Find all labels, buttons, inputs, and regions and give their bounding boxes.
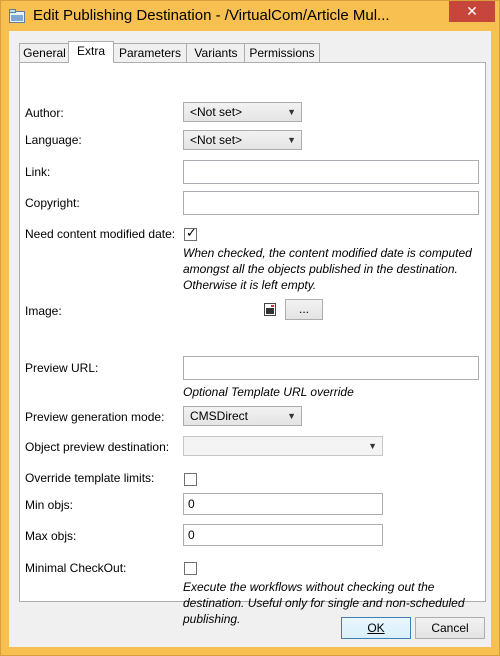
window-title: Edit Publishing Destination - /VirtualCom/Article Mul... xyxy=(33,7,390,24)
image-label: Image: xyxy=(25,304,62,318)
tab-permissions[interactable]: Permissions xyxy=(244,43,320,62)
ok-button[interactable] xyxy=(341,617,411,639)
window-folder-icon xyxy=(9,9,25,23)
author-select[interactable] xyxy=(183,102,302,122)
need-modified-date-label: Need content modified date: xyxy=(25,227,176,241)
preview-url-input[interactable] xyxy=(183,356,479,380)
max-objs-input[interactable]: 0 xyxy=(183,524,383,546)
min-objs-label: Min objs: xyxy=(25,498,74,512)
preview-mode-select-value: CMSDirect xyxy=(190,409,249,423)
author-label: Author: xyxy=(25,106,64,120)
language-select-value: <Not set> xyxy=(190,133,243,147)
author-select-value: <Not set> xyxy=(190,105,243,119)
need-modified-date-checkbox[interactable] xyxy=(184,225,197,241)
image-file-icon xyxy=(264,303,276,316)
chevron-down-icon: ▼ xyxy=(368,441,377,451)
chevron-down-icon: ▼ xyxy=(287,135,296,145)
need-modified-date-hint-2: amongst all the objects published in the destination. xyxy=(183,262,458,276)
need-modified-date-hint-1: When checked, the content modified date is computed xyxy=(183,246,472,260)
preview-mode-select[interactable] xyxy=(183,406,302,426)
minimal-checkout-hint-3: publishing. xyxy=(183,612,241,626)
minimal-checkout-label: Minimal CheckOut: xyxy=(25,561,127,575)
need-modified-date-hint-3: Otherwise it is left empty. xyxy=(183,278,317,292)
max-objs-label: Max objs: xyxy=(25,529,77,543)
min-objs-input[interactable]: 0 xyxy=(183,493,383,515)
image-browse-button[interactable]: ... xyxy=(285,299,323,320)
object-preview-destination-select[interactable] xyxy=(183,436,383,456)
close-button[interactable]: ✕ xyxy=(449,1,495,22)
chevron-down-icon: ▼ xyxy=(287,107,296,117)
override-limits-checkbox[interactable] xyxy=(184,473,197,486)
object-preview-destination-label: Object preview destination: xyxy=(25,440,170,454)
tab-general[interactable]: General xyxy=(19,43,70,62)
preview-url-hint: Optional Template URL override xyxy=(183,385,354,399)
minimal-checkout-hint-2: destination. Useful only for single and non-scheduled xyxy=(183,596,465,610)
title-bar[interactable] xyxy=(1,1,499,31)
checkmark-icon: ✓ xyxy=(186,225,197,240)
language-label: Language: xyxy=(25,133,82,147)
tab-parameters[interactable]: Parameters xyxy=(112,43,188,62)
copyright-input[interactable] xyxy=(183,191,479,215)
ok-button-label: OK xyxy=(367,621,385,635)
language-select[interactable] xyxy=(183,130,302,150)
chevron-down-icon: ▼ xyxy=(287,411,296,421)
extra-tab-panel xyxy=(19,62,486,626)
link-label: Link: xyxy=(25,165,51,179)
preview-mode-label: Preview generation mode: xyxy=(25,410,165,424)
override-limits-label: Override template limits: xyxy=(25,471,155,485)
preview-url-label: Preview URL: xyxy=(25,361,99,375)
tab-extra[interactable]: Extra xyxy=(68,41,114,63)
minimal-checkout-hint-1: Execute the workflows without checking out the xyxy=(183,580,435,594)
link-input[interactable] xyxy=(183,160,479,184)
dialog-client xyxy=(9,31,491,647)
cancel-button[interactable]: Cancel xyxy=(415,617,485,639)
copyright-label: Copyright: xyxy=(25,196,80,210)
tab-variants[interactable]: Variants xyxy=(186,43,246,62)
minimal-checkout-checkbox[interactable] xyxy=(184,562,197,575)
